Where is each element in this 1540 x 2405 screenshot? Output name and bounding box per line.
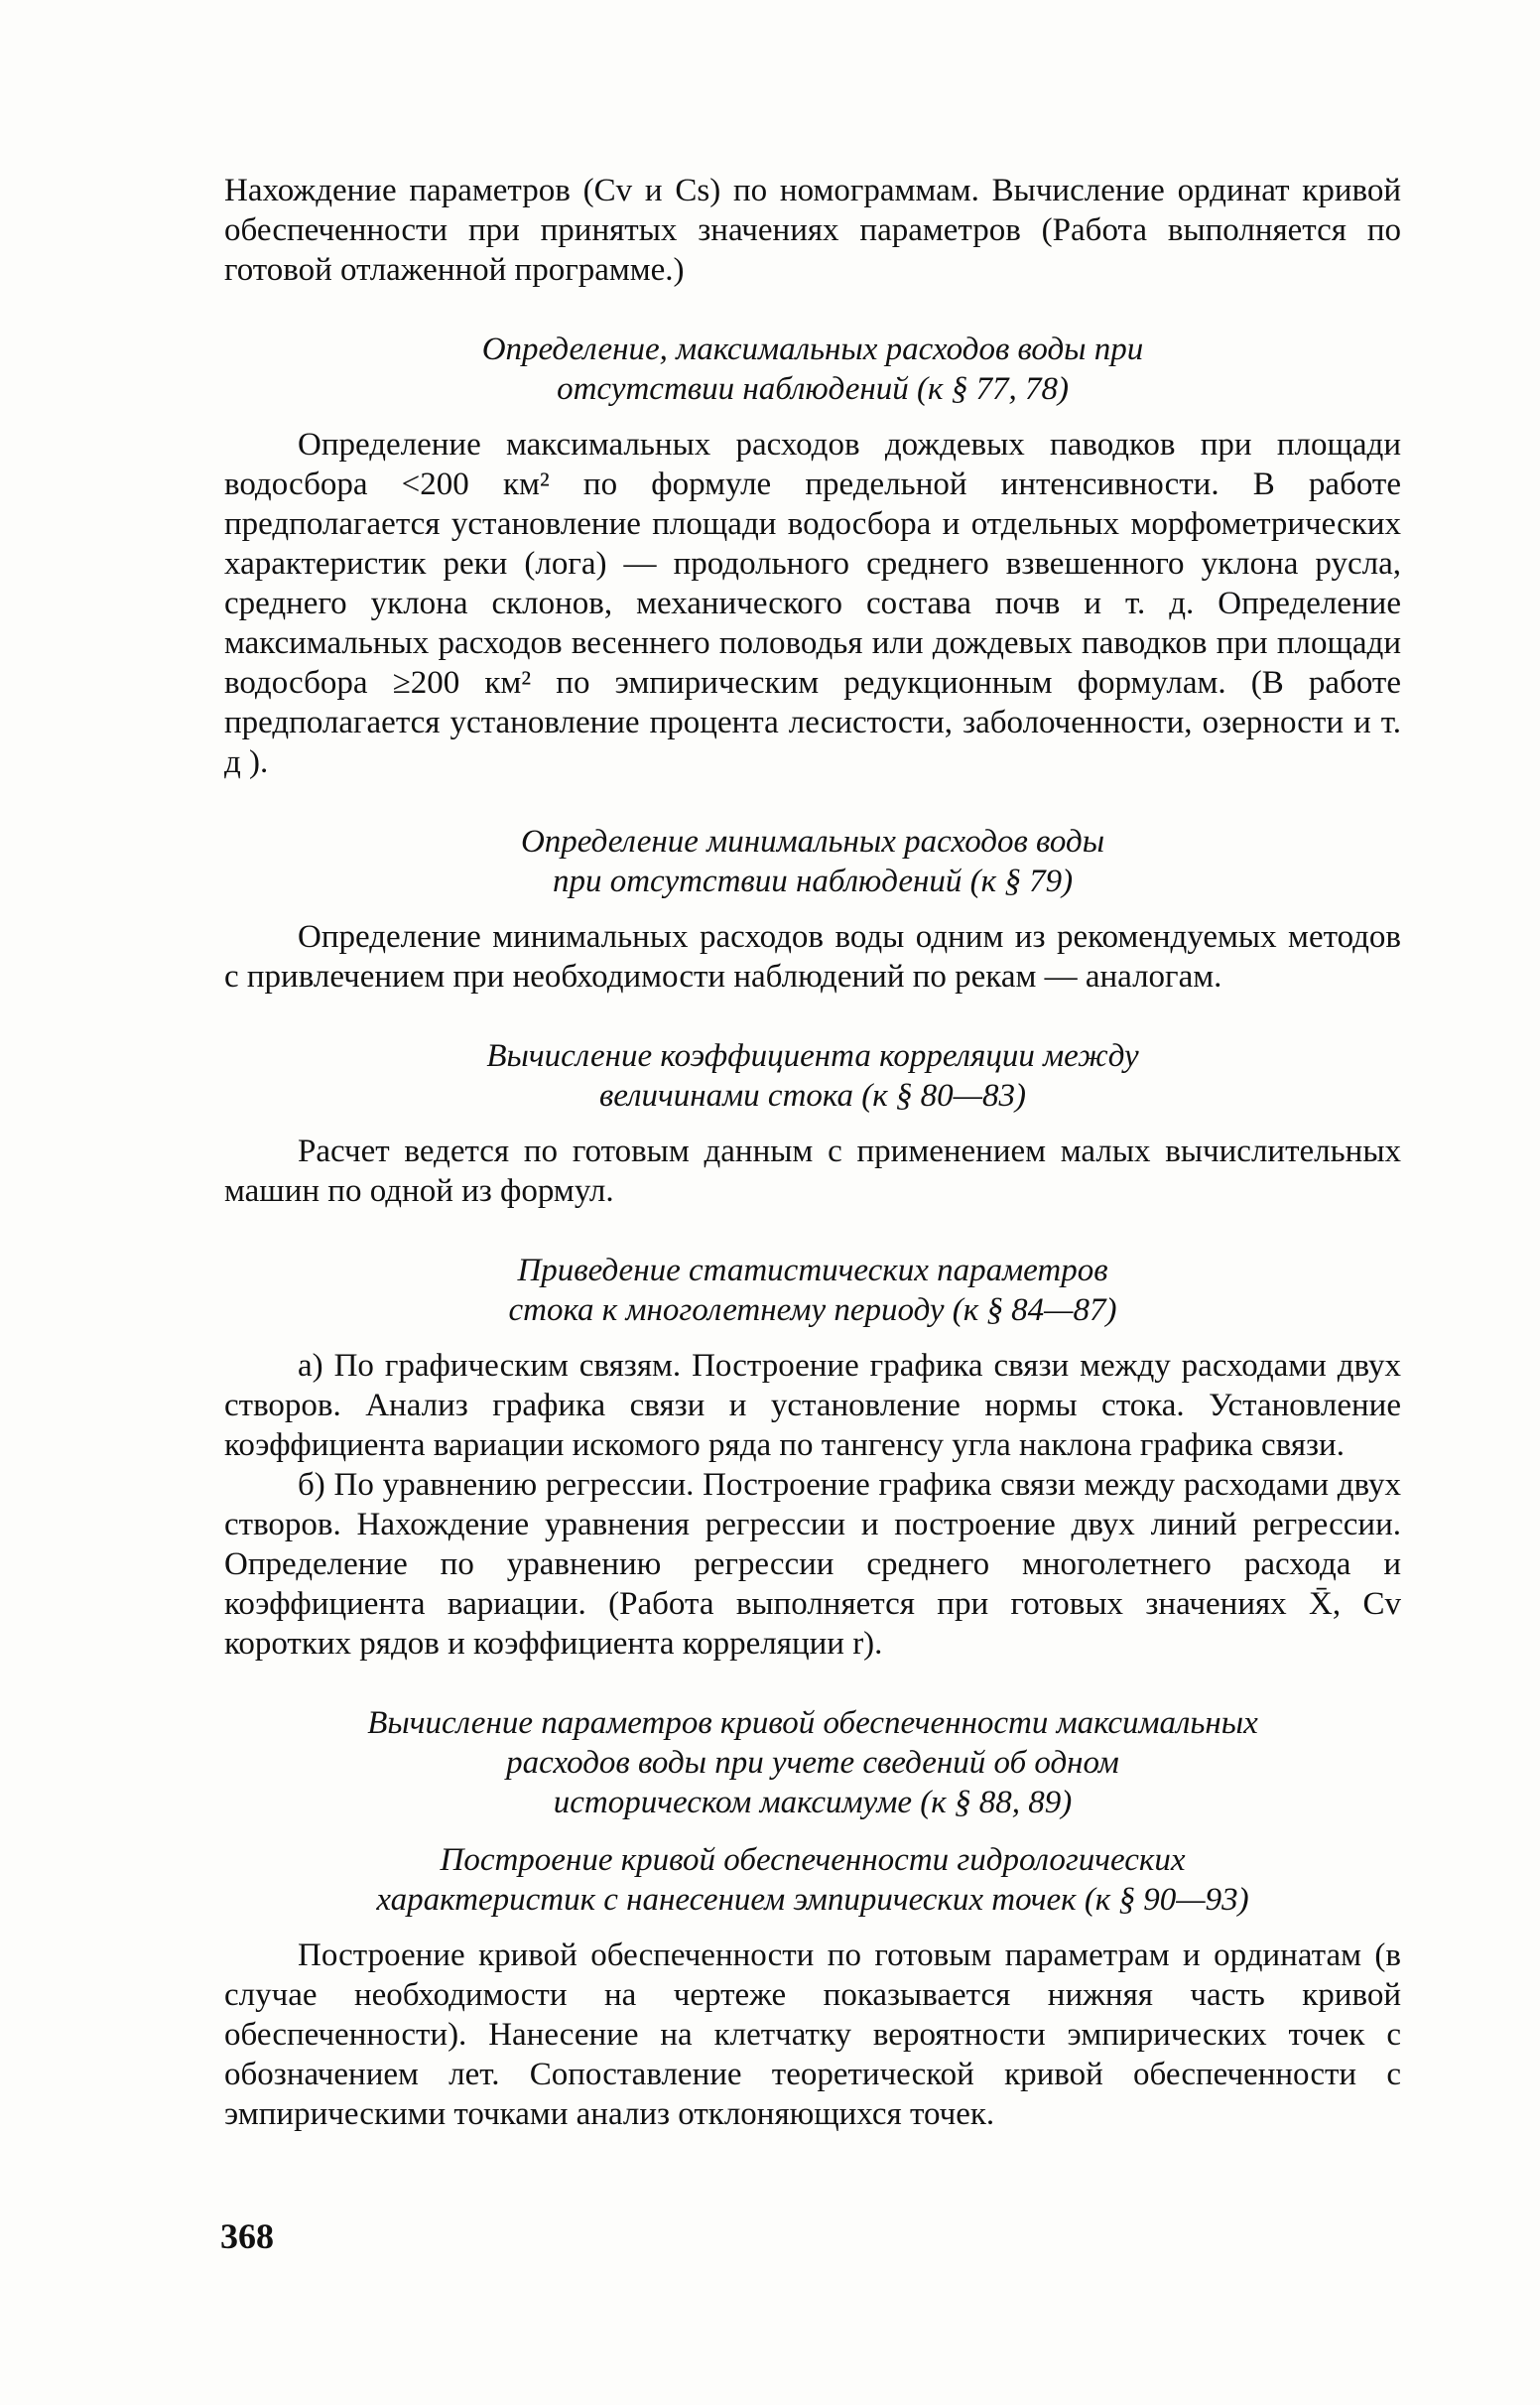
section-heading-correlation [224,1036,1401,1116]
heading-line: отсутствии наблюдений (к § 77, 78) [557,371,1069,407]
section-heading-max-flow [224,330,1401,409]
heading-line: при отсутствии наблюдений (к § 79) [552,864,1074,899]
heading-line: Определение минимальных расходов воды [520,824,1105,860]
section-heading-historical-max [224,1703,1401,1822]
paragraph-supply-curve: Построение кривой обеспеченности по готовым параметрам и ординатам (в случае необходимости на чертеже показывается нижняя часть кривой обеспеченности). Нанесение на клетчатку вероятности эмпирических точек с обозначением лет. Сопоставление теоретической кривой обеспеченности с эмпирическими точками анализ отклоняющихся точек. [224,1937,1401,2132]
heading-line: Определение, максимальных расходов воды при [481,332,1144,367]
heading-line: стока к многолетнему периоду (к § 84—87) [508,1292,1117,1328]
page-content [224,171,1401,2134]
section-heading-supply-curve [224,1840,1401,1920]
heading-line: расходов воды при учете сведений об одном [506,1745,1119,1781]
heading-line: характеристик с нанесением эмпирических точек (к § 90—93) [376,1882,1249,1918]
paragraph-correlation: Расчет ведется по готовым данным с применением малых вычислительных машин по одной из формул. [224,1134,1401,1209]
heading-line: величинами стока (к § 80—83) [598,1078,1027,1114]
heading-line: Приведение статистических параметров [517,1253,1108,1288]
heading-line: Построение кривой обеспеченности гидрологических [440,1842,1186,1878]
section-heading-min-flow [224,822,1401,901]
paragraph-min-flow: Определение минимальных расходов воды одним из рекомендуемых методов с привлечением при необходимости наблюдений по рекам — аналогам. [224,919,1401,995]
paragraph-long-term-b: б) По уравнению регрессии. Построение графика связи между расходами двух створов. Нахождение уравнения регрессии и построение двух линий регрессии. Определение по уравнению регрессии среднего многолетнего расхода и коэффициента вариации. (Работа выполняется при готовых значениях X̄, Cv коротких рядов и коэффициента корреляции r). [224,1467,1401,1662]
paragraph-long-term-a: а) По графическим связям. Построение графика связи между расходами двух створов. Анализ графика связи и установление нормы стока. Установление коэффициента вариации искомого ряда по тангенсу угла наклона графика связи. [224,1348,1401,1463]
heading-line: Вычисление параметров кривой обеспеченности максимальных [367,1705,1258,1741]
paragraph-max-flow: Определение максимальных расходов дождевых паводков при площади водосбора <200 км² по формуле предельной интенсивности. В работе предполагается установление площади водосбора и отдельных морфометрических характеристик реки (лога) — продольного среднего взвешенного уклона русла, среднего уклона склонов, механического состава почв и т. д. Определение максимальных расходов весеннего половодья или дождевых паводков при площади водосбора ≥200 км² по эмпирическим редукционным формулам. (В работе предполагается установление процента лесистости, заболоченности, озерности и т. д ). [224,427,1401,780]
heading-line: Вычисление коэффициента корреляции между [486,1038,1139,1074]
page-number: 368 [220,2216,274,2256]
intro-paragraph: Нахождение параметров (Cv и Cs) по номограммам. Вычисление ординат кривой обеспеченности при принятых значениях параметров (Работа выполняется по готовой отлаженной программе.) [224,173,1401,288]
heading-line: историческом максимуме (к § 88, 89) [553,1785,1073,1820]
section-heading-long-term [224,1251,1401,1330]
